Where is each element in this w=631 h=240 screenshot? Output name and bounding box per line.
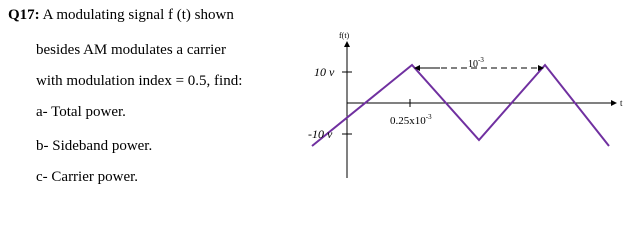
question-text-1: A modulating signal f (t) shown bbox=[39, 7, 234, 23]
question-line-2: besides AM modulates a carrier bbox=[36, 42, 226, 58]
question-line-3: with modulation index = 0.5, find: bbox=[36, 73, 243, 89]
y-pos-label: 10 v bbox=[314, 65, 335, 79]
question-number: Q17: bbox=[8, 7, 40, 23]
item-c-carrier-power: c- Carrier power. bbox=[36, 169, 139, 185]
period-label: $10^{-3}$ bbox=[468, 56, 484, 70]
item-b-sideband-power: b- Sideband power. bbox=[36, 138, 153, 154]
triangle-waveform bbox=[312, 65, 609, 146]
x-axis-label: t bbox=[620, 98, 623, 108]
tick-label: $0.25x10^{-3}$ bbox=[390, 113, 432, 127]
item-a-total-power: a- Total power. bbox=[36, 104, 126, 120]
y-neg-label: -10 v bbox=[308, 127, 333, 141]
y-axis-label: f(t) bbox=[339, 31, 350, 40]
